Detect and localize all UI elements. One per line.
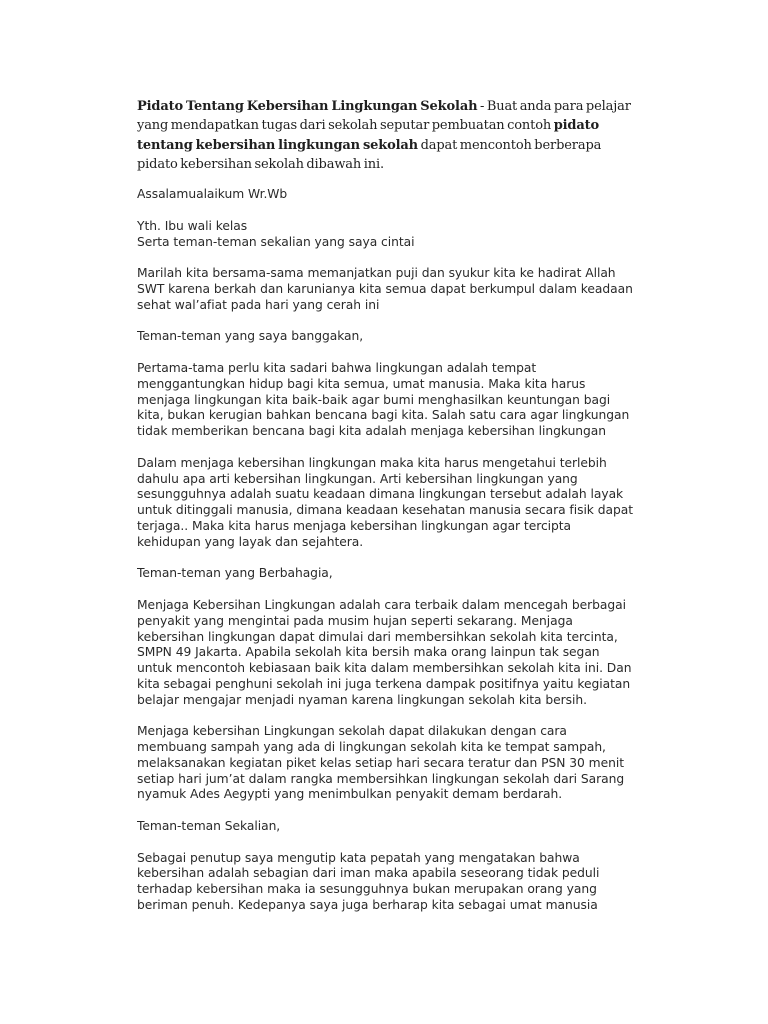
speech-paragraph: Pertama-tama perlu kita sadari bahwa lingkungan adalah tempat menggantungkan hidup bagi kita semua, umat manusia. Maka kita harus menjaga lingkungan kita baik-baik agar bumi menghasilkan keuntungan bagi kita, bukan kerugian bahkan bencana bagi kita. Salah satu cara agar lingkungan tidak memberikan bencana bagi kita adalah menjaga kebersihan lingkungan bbox=[137, 360, 630, 439]
speech-salutation: Teman-teman yang saya banggakan, bbox=[137, 329, 364, 344]
speech-paragraph: Menjaga kebersihan Lingkungan sekolah dapat dilakukan dengan cara membuang sampah yang ada di lingkungan sekolah kita ke tempat sampah, melaksanakan kegiatan piket kelas setiap hari secara teratur dan PSN 30 menit setiap hari jum’at dalam rangka membersihkan lingkungan sekolah dari Sarang nyamuk Ades Aegypti yang menimbulkan penyakit demam berdarah. bbox=[137, 724, 625, 802]
intro-title: Pidato Tentang Kebersihan Lingkungan Sekolah bbox=[137, 99, 478, 114]
speech-salutation: Teman-teman yang Berbahagia, bbox=[137, 566, 333, 581]
addressee: Yth. Ibu wali kelas Serta teman-teman sekalian yang saya cintai bbox=[137, 218, 415, 249]
speech-paragraph: Marilah kita bersama-sama memanjatkan puji dan syukur kita ke hadirat Allah SWT karena berkah dan karunianya kita semua dapat berkumpul dalam keadaan sehat wal’afiat pada hari yang cerah ini bbox=[137, 266, 633, 312]
speech-salutation: Teman-teman Sekalian, bbox=[137, 819, 281, 834]
intro-bold-keyword: pidato tentang kebersihan lingkungan sekolah bbox=[137, 118, 600, 153]
speech-paragraph: Menjaga Kebersihan Lingkungan adalah cara terbaik dalam mencegah berbagai penyakit yang mengintai pada musim hujan seperti sekarang. Menjaga kebersihan lingkungan dapat dimulai dari membersihkan sekolah kita tercinta, SMPN 49 Jakarta. Apabila sekolah kita bersih maka orang lainpun tak segan untuk mencontoh kebiasaan baik kita dalam membersihkan sekolah kita ini. Dan kita sebagai penghuni sekolah ini juga terkena dampak positifnya yaitu kegiatan belajar mengajar menjadi nyaman karena lingkungan sekolah kita bersih. bbox=[137, 597, 632, 707]
speech-body bbox=[137, 187, 637, 914]
document-content bbox=[137, 97, 637, 917]
intro-paragraph bbox=[137, 97, 637, 174]
intro-text-2: dapat mencontoh berberapa pidato kebersihan sekolah dibawah ini. bbox=[137, 137, 602, 172]
greeting: Assalamualaikum Wr.Wb bbox=[137, 187, 288, 202]
speech-paragraph: Dalam menjaga kebersihan lingkungan maka kita harus mengetahui terlebih dahulu apa arti kebersihan lingkungan. Arti kebersihan lingkungan yang sesungguhnya adalah suatu keadaan dimana lingkungan tersebut adalah layak untuk ditinggali manusia, dimana keadaan kesehatan manusia secara fisik dapat terjaga.. Maka kita harus menjaga kebersihan lingkungan agar tercipta kehidupan yang layak dan sejahtera. bbox=[137, 455, 633, 549]
intro-text-1: - Buat anda para pelajar yang mendapatkan tugas dari sekolah seputar pembuatan contoh bbox=[137, 99, 631, 134]
speech-paragraph: Sebagai penutup saya mengutip kata pepatah yang mengatakan bahwa kebersihan adalah sebagian dari iman maka apabila seseorang tidak peduli terhadap kebersihan maka ia sesungguhnya bukan merupakan orang yang beriman penuh. Kedepanya saya juga berharap kita sebagai umat manusia bbox=[137, 850, 600, 913]
